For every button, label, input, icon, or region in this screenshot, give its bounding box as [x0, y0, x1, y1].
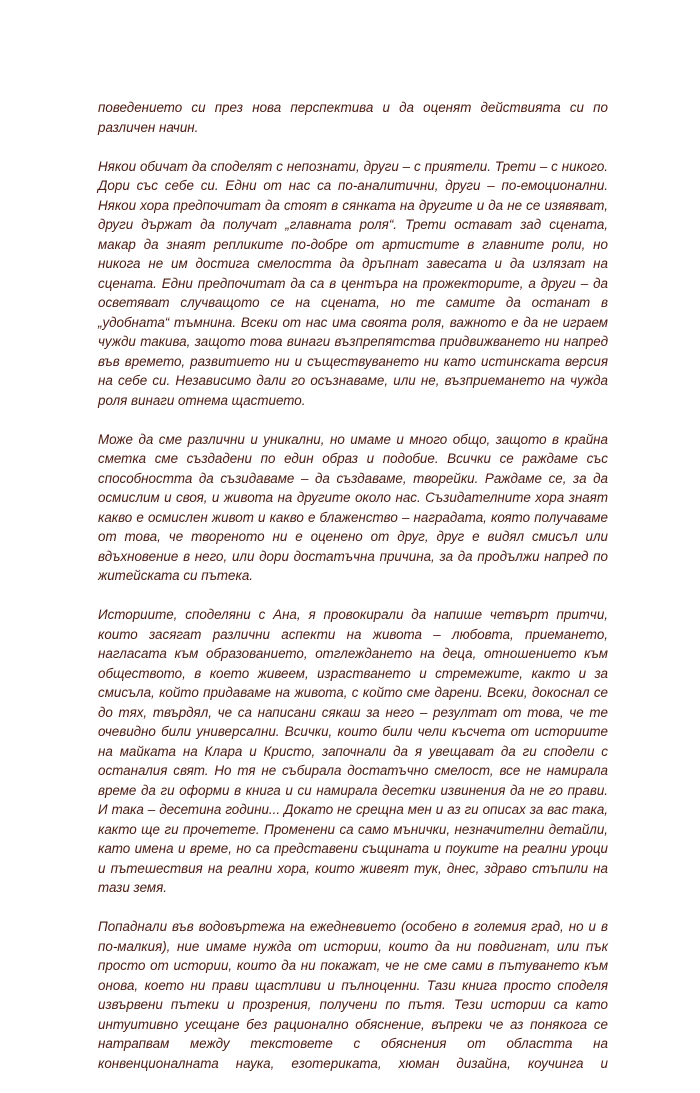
text-line: Може да сме различни и уникални, но имаме и много общо, защото в крайна: [98, 431, 608, 447]
text-line: тази земя.: [98, 880, 167, 895]
text-line: конвенционалната наука, езотериката, хюман дизайна, коучинга и: [98, 1055, 608, 1071]
text-line: житейската си пътека.: [98, 568, 253, 583]
text-line: чужди такива, защото това винаги възпрепятства придвижването ни напред: [98, 334, 608, 349]
text-line: осветяват случващото се на сцената, но те самите да останат в: [98, 295, 608, 310]
text-line: Някои обичат да споделят с непознати, други – с приятели. Трети – с никого.: [98, 158, 608, 174]
text-line: по-малкия), ние имаме нужда от истории, които да ни повдигнат, или пък: [98, 938, 608, 954]
text-line: сметка сме създадени по един образ и подобие. Всички се раждаме със: [98, 451, 608, 466]
text-line: като имена и време, но са представени същината и поуките на реални уроци: [98, 841, 608, 856]
text-line: извървени пътеки и прозрения, получени по пътя. Тези истории са като: [98, 997, 608, 1012]
text-line: във времето, развитието ни и съществуването ни като истинската версия: [98, 353, 608, 369]
text-line: натрапвам между текстовете с обяснения от областта на: [98, 1036, 608, 1051]
paragraph: [98, 605, 608, 898]
text-line: на майката на Клара и Кристо, започнали да я увещават да ги сподели с: [98, 743, 608, 759]
text-line: от това, че твореното ни е оценено от друг, друг е видял смисъл или: [98, 529, 608, 544]
text-line: вдъхновение в него, или дори достатъчна причина, за да продължи напред по: [98, 548, 608, 564]
text-line: способността да съзидаваме – да създаваме, творейки. Раждаме се, за да: [98, 470, 608, 486]
text-line: Попаднали във водовъртежа на ежедневието (особено в големия град, но и в: [98, 919, 608, 934]
text-line: макар да знаят репликите по-добре от артистите в главните роли, но: [98, 236, 608, 252]
text-line: роля винаги отнема щастието.: [98, 392, 306, 408]
text-line: интуитивно усещане без рационално обяснение, въпреки че аз понякога се: [98, 1016, 608, 1032]
text-line: Дори със себе си. Едни от нас са по-аналитични, други – по-емоционални.: [98, 178, 608, 193]
text-line: както ще ги прочетете. Променени са само мънички, незначителни детайли,: [98, 821, 608, 837]
text-line: Някои хора предпочитат да стоят в сянката на другите и да не се изявяват,: [98, 197, 608, 213]
text-line: останалия свят. Но тя не събирала достатъчно смелост, все не намирала: [98, 763, 608, 778]
text-line: смисъла, който придаваме на живота, с който сме дарени. Всеки, докоснал се: [98, 685, 608, 700]
text-line: други държат да получат „главната роля“. Трети остават зад сцената,: [98, 217, 608, 232]
text-line: и пътешествия на реални хора, които живеят тук, днес, здраво стъпили на: [98, 860, 608, 876]
text-line: „удобната“ тъмнина. Всеки от нас има своята роля, важното е да не играем: [98, 314, 608, 330]
paragraph: [98, 917, 608, 1073]
text-line: никога не им достига смелостта да дръпнат завесата и да излязат на: [98, 256, 608, 271]
text-line: време да ги оформи в книга и си намирала десетки извинения да не го прави.: [98, 782, 608, 798]
text-line: какво е осмислен живот и какво е блаженство – наградата, която получаваме: [98, 509, 608, 525]
text-line: И така – десетина години... Докато не срещна мен и аз ги описах за вас така,: [98, 802, 608, 817]
text-line: до тях, твърдял, че са написани сякаш за него – резултат от това, че те: [98, 704, 608, 720]
text-line: очевидно били универсални. Всички, които били чели късчета от историите: [98, 724, 608, 739]
text-line: осмислим и своя, и живота на другите около нас. Съзидателните хора знаят: [98, 490, 608, 505]
text-line: нагласата към образованието, отглеждането на деца, отношението към: [98, 646, 608, 661]
paragraph: [98, 98, 608, 137]
document-body: [98, 98, 608, 1093]
text-line: на себе си. Независимо дали го осъзнаваме, или не, възприемането на чужда: [98, 373, 608, 388]
text-line: които засягат различни аспекти на живота – любовта, приемането,: [98, 626, 608, 642]
paragraph: [98, 157, 608, 411]
text-line: поведението си през нова перспектива и да оценят действията си по: [98, 100, 608, 115]
text-line: обществото, в което живеем, израстването и стремежите, както и за: [98, 665, 608, 681]
text-line: различен начин.: [98, 119, 199, 135]
text-line: просто от истории, които да ни покажат, че не сме сами в пътуването към: [98, 958, 608, 973]
text-line: онова, което ни прави щастливи и пълноценни. Тази книга просто споделя: [98, 977, 608, 993]
paragraph: [98, 430, 608, 586]
text-line: сцената. Едни предпочитат да са в центъра на прожекторите, а други – да: [98, 275, 608, 291]
text-line: Историите, споделяни с Ана, я провокирали да напише четвърт притчи,: [98, 607, 608, 622]
